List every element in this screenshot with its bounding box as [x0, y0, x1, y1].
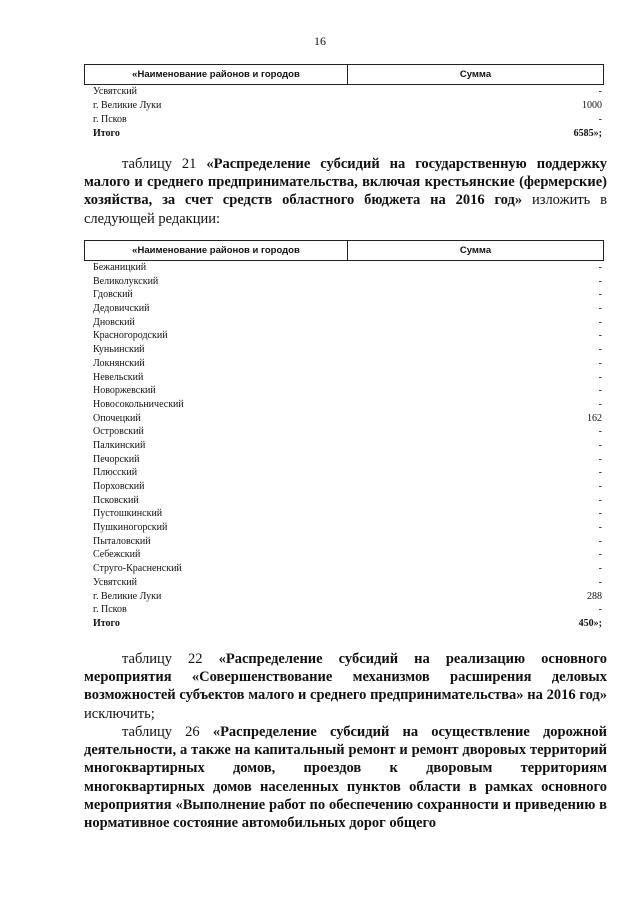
table-row	[93, 521, 602, 535]
row-value: -	[598, 426, 602, 438]
paragraph-title: «Распределение субсидий на реализацию основного мероприятия «Совершенствование механизмов расширения деловых возможностей субъектов малого и среднего предпринимательства» на 2016 год»	[84, 651, 607, 704]
table-row	[93, 371, 602, 385]
row-value: -	[598, 316, 602, 328]
table-rows	[93, 85, 602, 141]
table-row	[93, 494, 602, 508]
row-value: -	[598, 467, 602, 479]
row-value: -	[598, 508, 602, 520]
row-name: Итого	[93, 128, 120, 139]
row-value: -	[598, 549, 602, 561]
table-row	[93, 357, 602, 371]
paragraph-lead: таблицу 21	[122, 156, 207, 172]
row-name: Невельский	[93, 371, 144, 383]
table-row	[93, 412, 602, 426]
row-name: Струго-Красненский	[93, 563, 182, 575]
table-row	[93, 384, 602, 398]
row-value: -	[598, 522, 602, 534]
table-row	[93, 576, 602, 590]
row-value: -	[598, 439, 602, 451]
row-value: -	[598, 86, 602, 97]
column-header-sum: Сумма	[459, 245, 492, 256]
row-name: Дедовичский	[93, 303, 150, 315]
row-name: Бежаницкий	[93, 262, 147, 273]
row-name: Новоржевский	[93, 385, 156, 397]
row-name: Великолукский	[93, 275, 159, 287]
table-row	[93, 603, 602, 617]
paragraph-title: «Распределение субсидий на государственную поддержку малого и среднего предпринимательства, включая крестьянские (фермерские) хозяйства, за счет средств областного бюджета на 2016 год»	[84, 156, 607, 209]
table-row	[93, 288, 602, 302]
table-row	[93, 548, 602, 562]
row-value: -	[598, 330, 602, 342]
row-name: г. Великие Луки	[93, 100, 162, 111]
row-value: -	[598, 357, 602, 369]
row-value: -	[598, 114, 602, 125]
row-name: Дновский	[93, 316, 135, 328]
row-name: Себежский	[93, 549, 141, 561]
table-row	[93, 466, 602, 480]
table-row	[93, 398, 602, 412]
paragraph-tail: изложить в следующей редакции:	[84, 192, 607, 227]
row-value: -	[598, 535, 602, 547]
row-value: -	[598, 344, 602, 356]
paragraph-lead: таблицу 26	[122, 724, 213, 740]
table-main	[84, 240, 604, 631]
row-value: 450»;	[578, 617, 602, 629]
table-row	[93, 590, 602, 604]
table-row	[93, 562, 602, 576]
paragraph-title: «Распределение субсидий на осуществление дорожной деятельности, а также на капитальный ремонт и ремонт дворовых территорий многоквартирных домов, проездов к дворовым территориям многоквартирных домов населенных пунктов области в рамках основного мероприятия «Выполнение работ по обеспечению сохранности и приведению в нормативное состояние автомобильных дорог общего	[84, 724, 607, 832]
page-number: 16	[314, 34, 326, 48]
row-name: Куньинский	[93, 344, 145, 356]
row-name: Островский	[93, 426, 144, 438]
row-name: Пустошкинский	[93, 508, 163, 520]
paragraph-table-22	[84, 650, 607, 723]
table-header	[84, 240, 604, 261]
row-name: Палкинский	[93, 439, 146, 451]
table-rows	[93, 261, 602, 631]
row-value: 288	[587, 590, 602, 602]
row-name: Усвятский	[93, 86, 137, 97]
column-header-name: «Наименование районов и городов	[85, 65, 348, 84]
row-value: -	[598, 262, 602, 273]
row-name: г. Псков	[93, 114, 127, 125]
row-value: -	[598, 289, 602, 301]
table-row	[93, 480, 602, 494]
row-name: Псковский	[93, 494, 139, 506]
table-row	[93, 453, 602, 467]
row-value: -	[598, 494, 602, 506]
table-row	[93, 329, 602, 343]
column-header-name: «Наименование районов и городов	[85, 241, 348, 260]
table-row	[93, 535, 602, 549]
table-top	[84, 64, 604, 141]
row-name: Опочецкий	[93, 412, 141, 424]
row-value: -	[598, 371, 602, 383]
table-row	[93, 302, 602, 316]
paragraph-lead: таблицу 22	[122, 651, 219, 667]
table-row	[93, 316, 602, 330]
row-value: -	[598, 481, 602, 492]
table-row	[93, 113, 602, 127]
row-name: Пушкиногорский	[93, 522, 168, 534]
table-row	[93, 439, 602, 453]
row-value: -	[598, 275, 602, 287]
row-value: -	[598, 563, 602, 575]
table-row	[93, 261, 602, 275]
row-value: -	[598, 453, 602, 465]
row-value: 162	[587, 412, 602, 424]
table-row	[93, 343, 602, 357]
row-name: Плюсский	[93, 467, 138, 479]
paragraph-tail: исключить;	[84, 705, 155, 722]
row-value: 1000	[582, 100, 602, 111]
row-name: Локнянский	[93, 357, 145, 369]
paragraph-table-26	[84, 723, 607, 832]
row-value: -	[598, 303, 602, 315]
row-name: Печорский	[93, 453, 140, 465]
row-name: Новосокольнический	[93, 398, 184, 410]
row-name: г. Псков	[93, 604, 127, 616]
row-name: Порховский	[93, 481, 145, 492]
row-name: Итого	[93, 617, 120, 629]
table-row	[93, 275, 602, 289]
row-name: Пыталовский	[93, 535, 151, 547]
row-value: -	[598, 398, 602, 410]
row-value: -	[598, 604, 602, 616]
row-value: -	[598, 385, 602, 397]
row-name: Гдовский	[93, 289, 133, 301]
table-row	[93, 507, 602, 521]
table-row	[93, 425, 602, 439]
table-total-row	[93, 127, 602, 141]
column-header-sum: Сумма	[459, 69, 492, 80]
table-header	[84, 64, 604, 85]
row-value: 6585»;	[573, 128, 602, 139]
row-name: Красногородский	[93, 330, 168, 342]
table-row	[93, 99, 602, 113]
row-name: г. Великие Луки	[93, 590, 162, 602]
table-row	[93, 85, 602, 99]
row-name: Усвятский	[93, 576, 137, 588]
paragraph-table-21	[84, 155, 607, 228]
table-total-row	[93, 617, 602, 631]
row-value: -	[598, 576, 602, 588]
